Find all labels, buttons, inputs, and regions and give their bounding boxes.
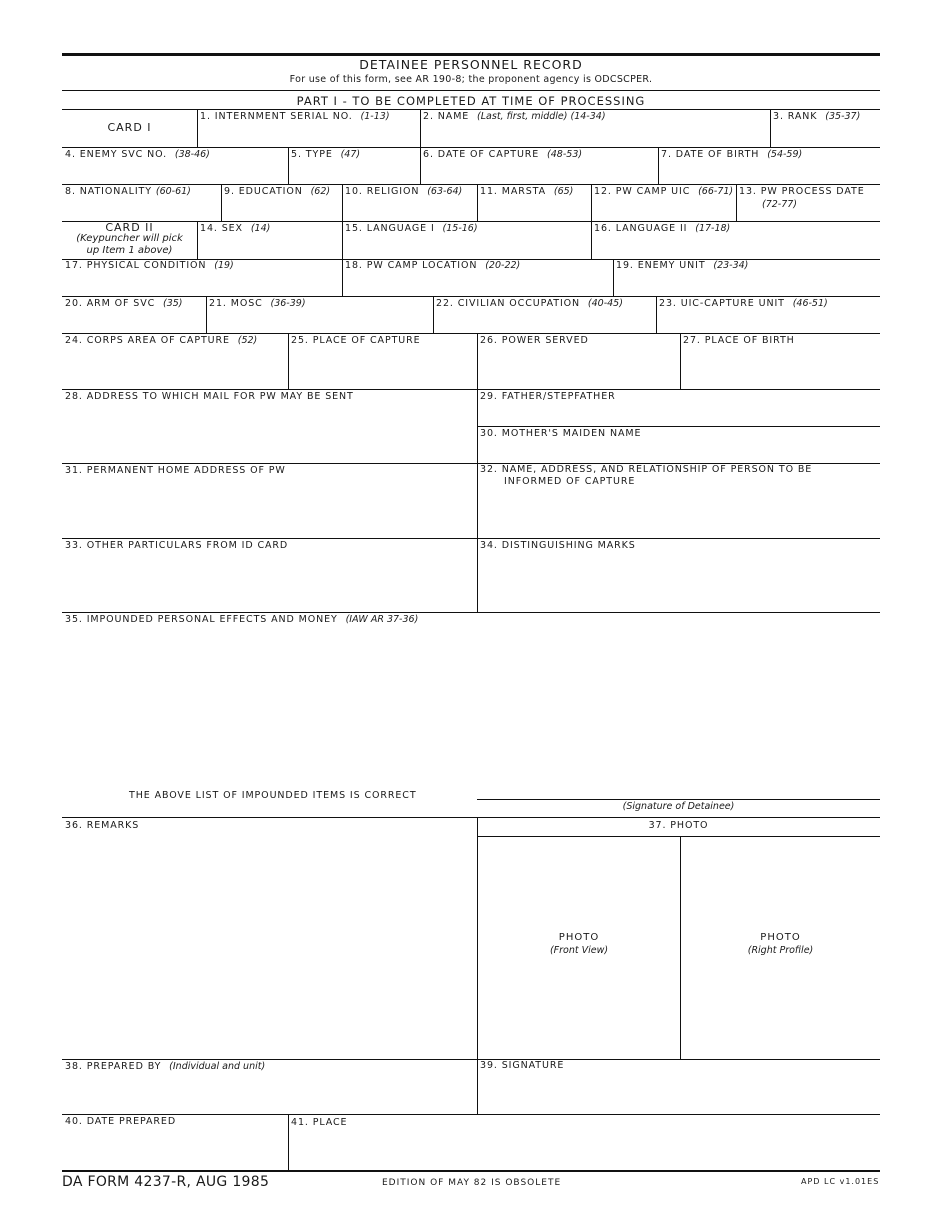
photo-front-view[interactable]: PHOTO (Front View) bbox=[549, 932, 609, 956]
field-language-2[interactable]: 16. LANGUAGE II (17-18) bbox=[594, 223, 731, 234]
field-physical-condition[interactable]: 17. PHYSICAL CONDITION (19) bbox=[65, 260, 234, 271]
photo-right-profile[interactable]: PHOTO (Right Profile) bbox=[747, 932, 814, 956]
field-permanent-home-address[interactable]: 31. PERMANENT HOME ADDRESS OF PW bbox=[65, 465, 286, 476]
edition-notice: EDITION OF MAY 82 IS OBSOLETE bbox=[382, 1178, 562, 1188]
field-place[interactable]: 41. PLACE bbox=[291, 1117, 348, 1128]
field-uic-capture-unit[interactable]: 23. UIC-CAPTURE UNIT (46-51) bbox=[659, 298, 828, 309]
field-mothers-maiden-name[interactable]: 30. MOTHER'S MAIDEN NAME bbox=[480, 428, 642, 439]
field-prepared-by[interactable]: 38. PREPARED BY (Individual and unit) bbox=[65, 1061, 266, 1072]
field-remarks[interactable]: 36. REMARKS bbox=[65, 820, 140, 831]
field-signature[interactable]: 39. SIGNATURE bbox=[480, 1060, 565, 1071]
field-internment-serial-no[interactable]: 1. INTERNMENT SERIAL NO. (1-13) bbox=[200, 111, 390, 122]
field-rank[interactable]: 3. RANK (35-37) bbox=[773, 111, 861, 122]
field-other-particulars[interactable]: 33. OTHER PARTICULARS FROM ID CARD bbox=[65, 540, 289, 551]
field-place-of-birth[interactable]: 27. PLACE OF BIRTH bbox=[683, 335, 795, 346]
field-date-prepared[interactable]: 40. DATE PREPARED bbox=[65, 1116, 177, 1127]
field-place-of-capture[interactable]: 25. PLACE OF CAPTURE bbox=[291, 335, 421, 346]
field-type[interactable]: 5. TYPE (47) bbox=[291, 149, 361, 160]
field-father-stepfather[interactable]: 29. FATHER/STEPFATHER bbox=[480, 391, 616, 402]
version-tag: APD LC v1.01ES bbox=[801, 1177, 880, 1186]
field-civilian-occupation[interactable]: 22. CIVILIAN OCCUPATION (40-45) bbox=[436, 298, 623, 309]
field-date-of-birth[interactable]: 7. DATE OF BIRTH (54-59) bbox=[661, 149, 803, 160]
impounded-statement: THE ABOVE LIST OF IMPOUNDED ITEMS IS CORRECT bbox=[129, 790, 417, 801]
field-corps-area-of-capture[interactable]: 24. CORPS AREA OF CAPTURE (52) bbox=[65, 335, 258, 346]
field-language-1[interactable]: 15. LANGUAGE I (15-16) bbox=[345, 223, 478, 234]
field-education[interactable]: 9. EDUCATION (62) bbox=[224, 186, 331, 197]
card-2-note-1: (Keypuncher will pick bbox=[76, 233, 183, 244]
field-pw-camp-uic[interactable]: 12. PW CAMP UIC (66-71) bbox=[594, 186, 734, 197]
field-nationality[interactable]: 8. NATIONALITY (60-61) bbox=[65, 186, 191, 197]
field-arm-of-svc[interactable]: 20. ARM OF SVC (35) bbox=[65, 298, 183, 309]
field-person-to-inform-line2: INFORMED OF CAPTURE bbox=[504, 476, 636, 487]
field-pw-camp-location[interactable]: 18. PW CAMP LOCATION (20-22) bbox=[345, 260, 521, 271]
field-distinguishing-marks[interactable]: 34. DISTINGUISHING MARKS bbox=[480, 540, 636, 551]
field-enemy-unit[interactable]: 19. ENEMY UNIT (23-34) bbox=[616, 260, 749, 271]
form-title: DETAINEE PERSONNEL RECORD bbox=[359, 57, 583, 72]
field-mail-address[interactable]: 28. ADDRESS TO WHICH MAIL FOR PW MAY BE SENT bbox=[65, 391, 354, 402]
field-person-to-inform[interactable]: 32. NAME, ADDRESS, AND RELATIONSHIP OF PERSON TO BE bbox=[480, 464, 813, 475]
card-1-label: CARD I bbox=[107, 121, 152, 134]
field-impounded-effects[interactable]: 35. IMPOUNDED PERSONAL EFFECTS AND MONEY (IAW AR 37-36) bbox=[65, 614, 419, 625]
field-mosc[interactable]: 21. MOSC (36-39) bbox=[209, 298, 306, 309]
form-subtitle: For use of this form, see AR 190-8; the proponent agency is ODCSCPER. bbox=[289, 74, 653, 85]
card-2-note-2: up Item 1 above) bbox=[86, 245, 173, 256]
field-religion[interactable]: 10. RELIGION (63-64) bbox=[345, 186, 463, 197]
field-date-of-capture[interactable]: 6. DATE OF CAPTURE (48-53) bbox=[423, 149, 583, 160]
field-name[interactable]: 2. NAME (Last, first, middle) (14-34) bbox=[423, 111, 606, 122]
card-2-label: CARD II bbox=[105, 221, 154, 234]
form-id: DA FORM 4237-R, AUG 1985 bbox=[62, 1174, 270, 1190]
field-power-served[interactable]: 26. POWER SERVED bbox=[480, 335, 589, 346]
field-pw-process-date-hint: (72-77) bbox=[762, 199, 798, 210]
field-enemy-svc-no[interactable]: 4. ENEMY SVC NO. (38-46) bbox=[65, 149, 210, 160]
part-heading: PART I - TO BE COMPLETED AT TIME OF PROCESSING bbox=[296, 94, 646, 108]
detainee-signature-caption: (Signature of Detainee) bbox=[622, 801, 735, 812]
field-marsta[interactable]: 11. MARSTA (65) bbox=[480, 186, 574, 197]
field-pw-process-date[interactable]: 13. PW PROCESS DATE bbox=[739, 186, 865, 197]
field-sex[interactable]: 14. SEX (14) bbox=[200, 223, 271, 234]
field-photo: 37. PHOTO bbox=[648, 820, 709, 831]
